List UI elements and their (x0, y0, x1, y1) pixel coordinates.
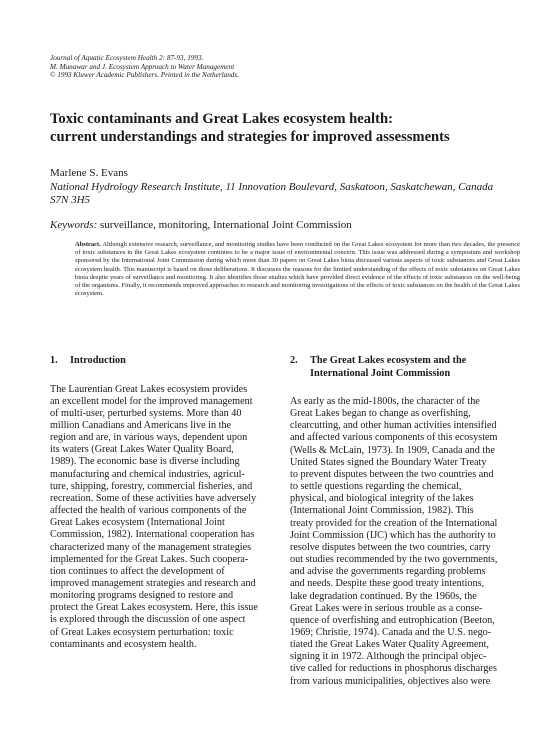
body-line: tiated the Great Lakes Water Quality Agreement, (290, 639, 489, 651)
body-line: physical, and biological integrity of the lakes (290, 493, 474, 505)
body-line: improved management strategies and research and (50, 578, 256, 589)
section-heading (290, 352, 507, 380)
author-name: Marlene S. Evans (50, 167, 128, 179)
body-line: to settle questions regarding the chemical, (290, 481, 462, 493)
body-line: from various municipalities, objectives also were (290, 675, 491, 687)
body-line: The Laurentian Great Lakes ecosystem provides (50, 383, 248, 395)
abstract-text: Although extensive research, surveillance, and monitoring studies have been conducted on the Great Lakes ecosystem for more than two decades, the presence of toxic substances in the Great Lakes ecosystem continues to be a major issue of environmental concern. This issue was addressed during a symposium and workshop sponsored by the International Joint Commission during which more than 30 papers on Great Lakes biota discussed various aspects of toxic substances and Great Lakes ecosystem health. This manuscript is based on those deliberations. It discusses the reasons for the limited understanding of the effects of toxic substances on Great Lakes biota despite years of surveillance and monitoring. It also identifies those studies which have provided direct evidence of the effects of toxic substances on the well-being of the organisms. Finally, it recommends improved approaches to research and monitoring investigations of the effects of toxic substances on the health of the Great Lakes ecosystem. (75, 241, 520, 298)
body-line: Great Lakes were in serious trouble as a conse- (290, 602, 483, 614)
body-line: is explored through the discussion of one aspect (50, 614, 246, 626)
body-line: and affected various components of this ecosystem (290, 432, 498, 444)
abstract-label: Abstract. (75, 241, 101, 248)
body-line: lake degradation continued. By the 1960s, the (290, 590, 477, 602)
section-title: Introduction (70, 355, 126, 366)
body-line: tion continues to affect the development of (50, 565, 225, 577)
body-line: recreation. Some of these activities have adversely (50, 492, 257, 504)
abstract (75, 241, 520, 298)
author-affiliation (50, 181, 515, 208)
title-line: Toxic contaminants and Great Lakes ecosystem health: (50, 111, 393, 127)
body-line: resolve disputes between the two countries, carry (290, 541, 491, 553)
section-heading (50, 352, 267, 368)
body-line: to prevent disputes between the two countries and (290, 468, 494, 480)
body-line: an excellent model for the improved management (50, 395, 253, 407)
body-line: treaty provided for the creation of the International (290, 517, 498, 529)
body-line: signing it in 1972. Although the principal objec- (290, 651, 487, 663)
body-line: As early as the mid-1800s, the character of the (290, 396, 480, 407)
body-line: 1969; Christie, 1974). Canada and the U.S. nego- (290, 626, 492, 638)
body-line: characterized many of the management strategies (50, 541, 252, 553)
body-line: protect the Great Lakes ecosystem. Here, this issue (50, 602, 258, 614)
body-line: contaminants and ecosystem health. (50, 638, 197, 650)
affiliation-line: S7N 3H5 (50, 194, 91, 207)
keywords-text: surveillance, monitoring, International Joint Commission (100, 219, 352, 231)
body-line: and advise the governments regarding problems (290, 566, 486, 578)
section-title-continued: International Joint Commission (310, 367, 451, 379)
affiliation-line: National Hydrology Research Institute, 11 Innovation Boulevard, Saskatoon, Saskatchewan, Canada (50, 181, 494, 193)
body-line: 1989). The economic base is diverse including (50, 456, 240, 468)
body-line: of Great Lakes ecosystem perturbation: toxic (50, 626, 234, 638)
journal-info-line: © 1993 Kluwer Academic Publishers. Printed in the Netherlands. (50, 71, 239, 80)
section-introduction (50, 352, 267, 651)
journal-info-line: M. Munawar and J. Ecosystem Approach to Water Management (50, 62, 235, 71)
title-line: current understandings and strategies for improved assessments (50, 129, 450, 145)
body-line: Great Lakes began to change as overfishing, (290, 408, 471, 420)
body-line: region and are, in various ways, dependent upon (50, 432, 248, 444)
journal-info (50, 54, 350, 80)
section-body (50, 384, 267, 651)
keywords (50, 219, 352, 232)
section-great-lakes-ijc (290, 352, 507, 688)
body-line: monitoring programs designed to restore and (50, 590, 234, 602)
section-body (290, 396, 507, 688)
section-number: 1. (50, 355, 58, 366)
keywords-label: Keywords: (50, 219, 98, 231)
body-line: ture, shipping, forestry, commercial fisheries, and (50, 480, 253, 492)
body-line: million Canadians and Americans live in the (50, 419, 232, 431)
body-line: quence of overfishing and eutrophication (Beeton, (290, 614, 495, 626)
body-line: (Wells & McLain, 1973). In 1909, Canada and the (290, 444, 495, 456)
body-line: affected the health of various components of the (50, 505, 247, 517)
body-line: of multi-user, perturbed systems. More than 40 (50, 407, 242, 419)
body-line: clearcutting, and other human activities intensified (290, 420, 497, 432)
body-line: tive called for reductions in phosphorus discharges (290, 663, 497, 675)
body-line: out studies recommended by the two governments, (290, 554, 498, 566)
section-number: 2. (290, 355, 298, 366)
section-title: The Great Lakes ecosystem and the (310, 355, 467, 366)
body-line: and needs. Despite these good treaty intentions, (290, 578, 485, 590)
body-line: (International Joint Commission, 1982). This (290, 505, 474, 517)
body-line: Joint Commission (IJC) which has the authority to (290, 529, 496, 541)
body-line: manufacturing and chemical industries, agricul- (50, 468, 245, 480)
journal-info-line: Journal of Aquatic Ecosystem Health 2: 87-93, 1993. (50, 54, 204, 62)
body-line: United States signed the Boundary Water Treaty (290, 456, 487, 468)
body-line: its waters (Great Lakes Water Quality Board, (50, 444, 234, 456)
body-line: Commission, 1982). International cooperation has (50, 529, 255, 541)
body-line: implemented for the Great Lakes. Such coopera- (50, 553, 249, 565)
body-line: Great Lakes ecosystem (International Joint (50, 517, 225, 529)
paper-title (50, 110, 520, 146)
